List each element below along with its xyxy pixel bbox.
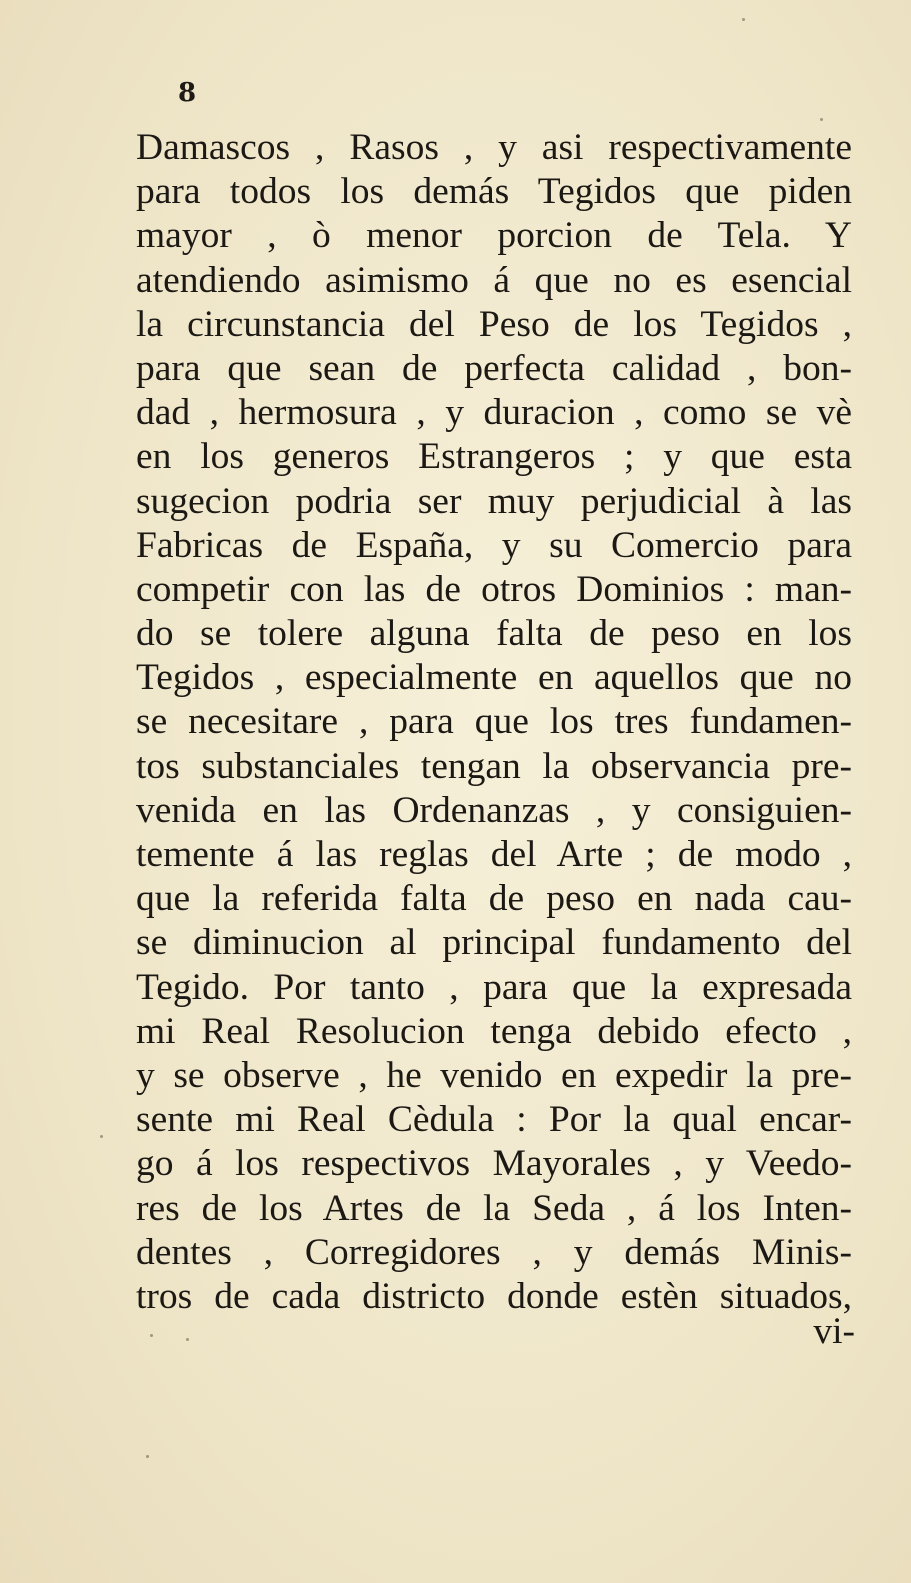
paper-speck [100,1135,103,1138]
paper-speck [186,1338,189,1341]
text-line: mi Real Resolucion tenga debido efecto , [136,1010,852,1052]
text-line: se diminucion al principal fundamento del [136,922,852,964]
text-line: atendiendo asimismo á que no es esencial [136,259,852,301]
paper-speck [820,118,823,121]
text-line: dad , hermosura , y duracion , como se vè [136,392,852,434]
text-line: Damascos , Rasos , y asi respectivamente [136,127,852,168]
text-line: go á los respectivos Mayorales , y Veedo- [136,1143,852,1185]
body-text [136,126,852,1319]
text-line: sente mi Real Cèdula : Por la qual encar- [136,1099,852,1141]
text-line: venida en las Ordenanzas , y consiguien- [136,789,852,831]
text-line: para todos los demás Tegidos que piden [136,171,852,213]
text-line: Tegido. Por tanto , para que la expresada [136,966,852,1008]
text-line: mayor , ò menor porcion de Tela. Y [136,215,852,257]
text-line: que la referida falta de peso en nada cau- [136,878,852,920]
text-line: temente á las reglas del Arte ; de modo , [136,834,852,875]
text-line: tos substanciales tengan la observancia pre- [136,745,852,787]
text-line: do se tolere alguna falta de peso en los [136,613,852,655]
text-line: res de los Artes de la Seda , á los Inten- [136,1187,852,1229]
text-line: Fabricas de España, y su Comercio para [136,524,852,566]
paper-speck [150,1334,153,1337]
text-line: la circunstancia del Peso de los Tegidos , [136,303,852,345]
text-line: competir con las de otros Dominios : man- [136,568,852,610]
text-line: Tegidos , especialmente en aquellos que no [136,657,852,699]
text-line: en los generos Estrangeros ; y que esta [136,436,852,478]
text-line: y se observe , he venido en expedir la pre- [136,1054,852,1096]
text-line: para que sean de perfecta calidad , bon- [136,347,852,389]
text-line: tros de cada districto donde estèn situados, [136,1275,852,1317]
paper-speck [146,1455,149,1458]
page-number: 8 [178,78,197,108]
text-line: dentes , Corregidores , y demás Minis- [136,1231,852,1273]
text-line: se necesitare , para que los tres fundamen- [136,701,852,743]
paper-speck [742,18,745,21]
text-line: sugecion podria ser muy perjudicial à las [136,480,852,522]
catchword: vi- [813,1311,855,1352]
